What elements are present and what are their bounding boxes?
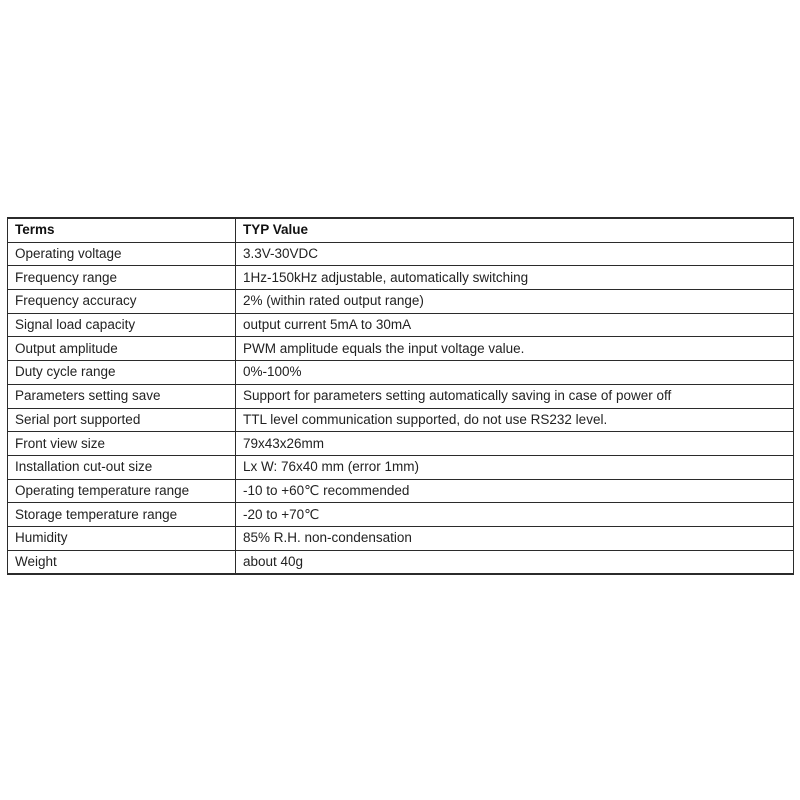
term-cell: Operating temperature range [8,479,236,503]
term-cell: Frequency accuracy [8,290,236,314]
value-cell: 2% (within rated output range) [236,290,794,314]
value-cell: -20 to +70℃ [236,503,794,527]
table-row [8,479,794,503]
table-row [8,550,794,574]
table-header [8,218,794,242]
value-cell: 1Hz-150kHz adjustable, automatically switching [236,266,794,290]
table-row [8,242,794,266]
term-cell: Output amplitude [8,337,236,361]
term-cell: Signal load capacity [8,313,236,337]
value-cell: 85% R.H. non-condensation [236,526,794,550]
value-cell: about 40g [236,550,794,574]
value-cell: PWM amplitude equals the input voltage value. [236,337,794,361]
table-row [8,361,794,385]
table-row [8,384,794,408]
value-cell: 79x43x26mm [236,432,794,456]
table-row [8,313,794,337]
header-typ-value: TYP Value [236,218,794,242]
term-cell: Storage temperature range [8,503,236,527]
value-cell: Support for parameters setting automatically saving in case of power off [236,384,794,408]
term-cell: Humidity [8,526,236,550]
term-cell: Serial port supported [8,408,236,432]
value-cell: 0%-100% [236,361,794,385]
term-cell: Operating voltage [8,242,236,266]
term-cell: Front view size [8,432,236,456]
table-row [8,432,794,456]
table-row [8,526,794,550]
term-cell: Parameters setting save [8,384,236,408]
table-row [8,337,794,361]
value-cell: Lx W: 76x40 mm (error 1mm) [236,455,794,479]
term-cell: Duty cycle range [8,361,236,385]
table-row [8,266,794,290]
specifications-table [7,217,794,575]
value-cell: -10 to +60℃ recommended [236,479,794,503]
header-terms: Terms [8,218,236,242]
term-cell: Weight [8,550,236,574]
table-row [8,408,794,432]
table-row [8,455,794,479]
header-row [8,218,794,242]
term-cell: Installation cut-out size [8,455,236,479]
value-cell: 3.3V-30VDC [236,242,794,266]
table-row [8,290,794,314]
term-cell: Frequency range [8,266,236,290]
table-body [8,242,794,574]
value-cell: TTL level communication supported, do not use RS232 level. [236,408,794,432]
table-row [8,503,794,527]
value-cell: output current 5mA to 30mA [236,313,794,337]
